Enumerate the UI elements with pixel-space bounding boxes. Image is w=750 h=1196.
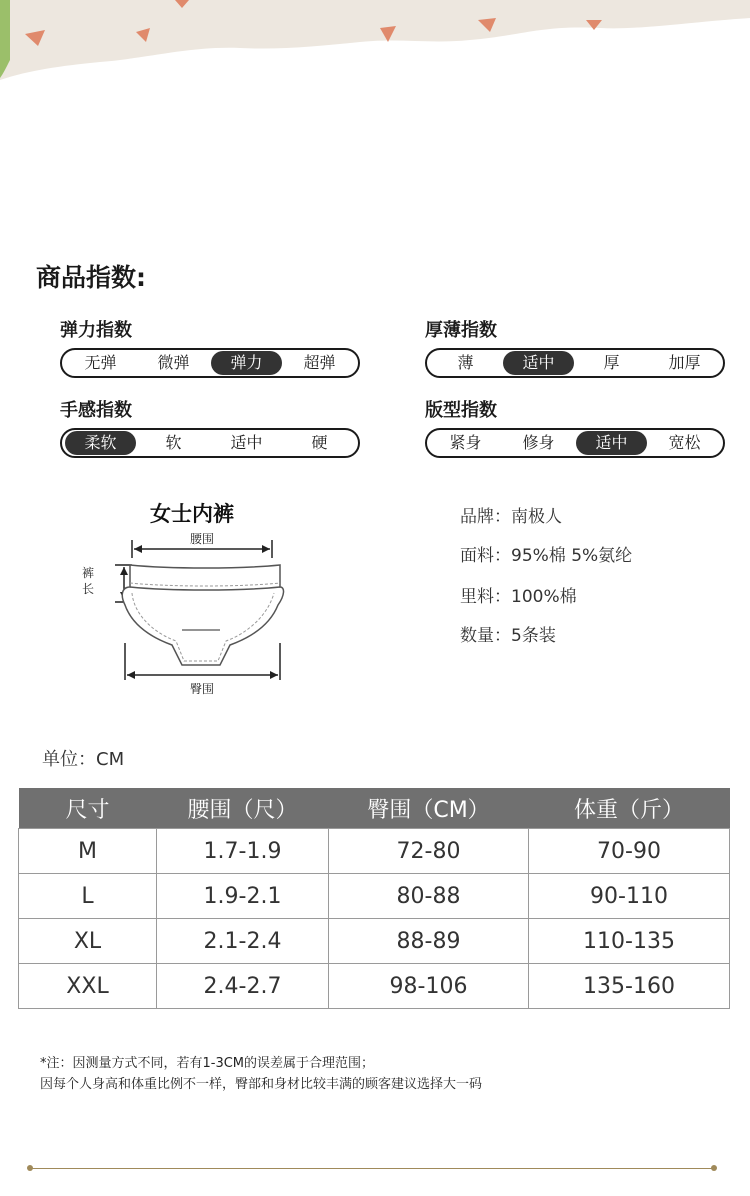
scale-option: 软 xyxy=(165,433,182,452)
scale-option: 适中 xyxy=(230,433,263,452)
table-cell: 2.1-2.4 xyxy=(157,919,329,964)
table-cell: 90-110 xyxy=(529,874,730,919)
scale-option-selected: 柔软 xyxy=(65,431,136,455)
scale-option: 加厚 xyxy=(668,353,701,372)
scale-option: 无弹 xyxy=(84,353,117,372)
scale-option: 硬 xyxy=(311,433,328,452)
size-table xyxy=(18,788,730,1009)
info-lining: 里料：100%棉 xyxy=(460,587,577,607)
table-cell: XXL xyxy=(19,964,157,1009)
table-cell: XL xyxy=(19,919,157,964)
index-elasticity xyxy=(60,316,360,378)
table-row xyxy=(19,919,730,964)
scale-option: 超弹 xyxy=(303,353,336,372)
diagram-title: 女士内裤 xyxy=(150,502,234,526)
table-cell: 98-106 xyxy=(329,964,529,1009)
index-scale xyxy=(60,428,360,458)
index-label: 弹力指数 xyxy=(60,320,132,341)
column-header: 体重（斤） xyxy=(529,788,730,829)
column-header: 腰围（尺） xyxy=(157,788,329,829)
table-cell: 1.7-1.9 xyxy=(157,829,329,874)
note-line: 因每个人身高和体重比例不一样，臀部和身材比较丰满的顾客建议选择大一码 xyxy=(40,1077,483,1092)
info-brand: 品牌：南极人 xyxy=(460,507,562,527)
index-scale xyxy=(425,428,725,458)
index-fit xyxy=(425,396,725,458)
info-quantity: 数量：5条装 xyxy=(460,626,556,646)
unit-label: 单位：CM xyxy=(42,749,125,770)
index-label: 手感指数 xyxy=(60,400,132,421)
table-cell: 88-89 xyxy=(329,919,529,964)
hip-label: 臀围 xyxy=(189,682,215,696)
footer-divider xyxy=(30,1168,714,1169)
decorative-banner xyxy=(0,0,750,90)
length-label: 裤 xyxy=(81,566,95,580)
scale-option-selected: 弹力 xyxy=(211,351,282,375)
scale-option: 厚 xyxy=(603,353,620,372)
index-label: 厚薄指数 xyxy=(425,320,497,341)
table-cell: 2.4-2.7 xyxy=(157,964,329,1009)
table-cell: L xyxy=(19,874,157,919)
footer-dot xyxy=(27,1165,33,1171)
info-fabric: 面料：95%棉 5%氨纶 xyxy=(460,546,633,566)
footer-dot xyxy=(711,1165,717,1171)
index-scale xyxy=(425,348,725,378)
table-cell: 72-80 xyxy=(329,829,529,874)
scale-option: 紧身 xyxy=(449,433,482,452)
table-header-row xyxy=(19,788,730,829)
length-label: 长 xyxy=(81,582,95,596)
section-title: 商品指数: xyxy=(36,263,146,292)
note-line: *注：因测量方式不同，若有1-3CM的误差属于合理范围； xyxy=(40,1056,375,1071)
table-cell: 135-160 xyxy=(529,964,730,1009)
table-cell: 80-88 xyxy=(329,874,529,919)
scale-option: 修身 xyxy=(522,433,555,452)
waist-label: 腰围 xyxy=(189,532,215,546)
index-thickness xyxy=(425,316,725,378)
table-row xyxy=(19,874,730,919)
table-row xyxy=(19,964,730,1009)
scale-option-selected: 适中 xyxy=(576,431,647,455)
index-feel xyxy=(60,396,360,458)
table-cell: 1.9-2.1 xyxy=(157,874,329,919)
scale-option: 微弹 xyxy=(157,353,190,372)
scale-option: 宽松 xyxy=(668,433,701,452)
column-header: 尺寸 xyxy=(19,788,157,829)
table-row xyxy=(19,829,730,874)
table-cell: 70-90 xyxy=(529,829,730,874)
index-scale xyxy=(60,348,360,378)
table-cell: M xyxy=(19,829,157,874)
scale-option-selected: 适中 xyxy=(503,351,574,375)
index-label: 版型指数 xyxy=(425,400,497,421)
underwear-diagram xyxy=(70,525,300,700)
table-cell: 110-135 xyxy=(529,919,730,964)
column-header: 臀围（CM） xyxy=(329,788,529,829)
scale-option: 薄 xyxy=(457,353,474,372)
